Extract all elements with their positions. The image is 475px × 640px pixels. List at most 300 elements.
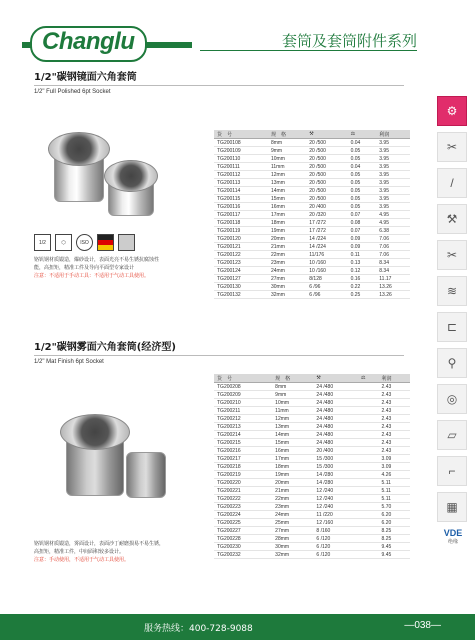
wrench-icon: ⚲ xyxy=(447,356,457,370)
table-row xyxy=(214,211,410,219)
table-cell: 20 /500 xyxy=(306,171,347,179)
table-cell: 24 /480 xyxy=(313,407,358,415)
table-cell: 24 /480 xyxy=(313,431,358,439)
table-cell: 24 /480 xyxy=(313,391,358,399)
table-cell xyxy=(358,399,379,407)
table-cell: 15mm xyxy=(268,195,306,203)
table-cell: TG200209 xyxy=(214,391,272,399)
table-cell: 0.04 xyxy=(348,163,377,171)
table-cell: 8mm xyxy=(272,383,313,391)
tab-saws[interactable] xyxy=(437,276,467,306)
table-row xyxy=(214,147,410,155)
table-cell: TG200220 xyxy=(214,479,272,487)
table-cell xyxy=(358,431,379,439)
table-cell: 15 /300 xyxy=(313,455,358,463)
table-cell: 13mm xyxy=(268,179,306,187)
section-title: 1/2"碳钢镜面六角套筒 xyxy=(34,72,137,83)
table-cell: 2.43 xyxy=(379,383,410,391)
table-cell: TG200118 xyxy=(214,219,268,227)
wrench-icon: ⚒ xyxy=(313,374,358,383)
table-row xyxy=(214,227,410,235)
table-cell: 6.20 xyxy=(379,519,410,527)
table-cell: TG200227 xyxy=(214,527,272,535)
table-cell: 10mm xyxy=(272,399,313,407)
table-cell: 20 /320 xyxy=(306,211,347,219)
table-cell: 14mm xyxy=(272,431,313,439)
brand-pill xyxy=(30,26,147,62)
table-cell: 14 /280 xyxy=(313,471,358,479)
socket-image-1b-top xyxy=(104,160,158,192)
table-cell: 20 /500 xyxy=(306,179,347,187)
table-cell: 25mm xyxy=(272,519,313,527)
table-cell: TG200225 xyxy=(214,519,272,527)
table-cell: 0.25 xyxy=(348,291,377,299)
table-cell: 3.95 xyxy=(376,195,410,203)
desc-text: 铬钒钢材质锻造，爆砂设计，表面光亮不易生锈抗腐蚀性能，高扭矩，精准工件及导向平面型专家设计 xyxy=(34,257,160,271)
table-cell: 3.95 xyxy=(376,155,410,163)
table-cell: 0.22 xyxy=(348,283,377,291)
table-cell: TG200113 xyxy=(214,179,268,187)
table-cell: 10mm xyxy=(268,155,306,163)
tab-kits[interactable] xyxy=(437,492,467,522)
table-cell xyxy=(358,503,379,511)
col-header: 货 号 xyxy=(214,374,272,383)
section1-description xyxy=(34,256,164,280)
table-row xyxy=(214,487,410,495)
table-cell: 0.09 xyxy=(348,235,377,243)
screwdriver-icon: / xyxy=(450,176,454,190)
table-row xyxy=(214,447,410,455)
table-cell: 0.05 xyxy=(348,195,377,203)
table-cell: TG200210 xyxy=(214,399,272,407)
table-row xyxy=(214,407,410,415)
table-cell: 5.70 xyxy=(379,503,410,511)
series-title: 套筒及套筒附件系列 xyxy=(281,32,417,50)
table-cell: 8.34 xyxy=(376,267,410,275)
table-cell: 32mm xyxy=(268,291,306,299)
hexagon-icon: ⬡ xyxy=(55,234,72,251)
table-cell: 30mm xyxy=(268,283,306,291)
table-cell: 0.05 xyxy=(348,187,377,195)
table-cell: 20 /400 xyxy=(306,203,347,211)
table-cell xyxy=(358,455,379,463)
table-cell: TG200120 xyxy=(214,235,268,243)
table-cell: TG200115 xyxy=(214,195,268,203)
table-row xyxy=(214,267,410,275)
table-cell xyxy=(358,479,379,487)
table-cell: 17mm xyxy=(272,455,313,463)
knife-icon: ▱ xyxy=(447,428,457,442)
table-cell xyxy=(358,391,379,399)
table-row xyxy=(214,243,410,251)
section-rule xyxy=(34,355,404,356)
table-cell: 24 /480 xyxy=(313,383,358,391)
table-cell: TG200219 xyxy=(214,471,272,479)
table-row xyxy=(214,291,410,299)
table-cell: 6 /120 xyxy=(313,543,358,551)
table-cell: TG200109 xyxy=(214,147,268,155)
table-cell: 9mm xyxy=(268,147,306,155)
table-cell: 20 /500 xyxy=(306,195,347,203)
table-cell: TG200212 xyxy=(214,415,272,423)
table-cell: 3.95 xyxy=(376,139,410,147)
cutter-icon: ✂ xyxy=(446,248,458,262)
tab-knives[interactable] xyxy=(437,420,467,450)
table-cell: TG200232 xyxy=(214,551,272,559)
table-cell: 24 /480 xyxy=(313,439,358,447)
table-header xyxy=(214,130,410,139)
table-cell: 17 /272 xyxy=(306,219,347,227)
table-cell: 2.43 xyxy=(379,391,410,399)
table-cell xyxy=(358,543,379,551)
table-cell xyxy=(358,511,379,519)
table-row xyxy=(214,195,410,203)
table-cell: 3.95 xyxy=(376,187,410,195)
table-cell: 0.05 xyxy=(348,203,377,211)
table-cell: 8.25 xyxy=(379,527,410,535)
tab-wrenches[interactable] xyxy=(437,348,467,378)
weight-icon: ⚖ xyxy=(358,374,379,383)
table-cell: 20 /500 xyxy=(306,147,347,155)
table-cell: 6 /96 xyxy=(306,291,347,299)
tab-sockets[interactable] xyxy=(437,96,467,126)
table-cell xyxy=(358,447,379,455)
table-cell: 23mm xyxy=(272,503,313,511)
table-cell: TG200121 xyxy=(214,243,268,251)
table-row xyxy=(214,163,410,171)
toolbox-icon: ▦ xyxy=(446,500,458,514)
table-cell: 28mm xyxy=(272,535,313,543)
table-cell: 18mm xyxy=(268,219,306,227)
table-cell: 12 /240 xyxy=(313,487,358,495)
table-cell: 2.43 xyxy=(379,399,410,407)
table-cell: 24 /480 xyxy=(313,399,358,407)
table-cell: 13mm xyxy=(272,423,313,431)
table-cell: 14 /224 xyxy=(306,235,347,243)
table-row xyxy=(214,155,410,163)
table-row xyxy=(214,251,410,259)
table-cell: TG200124 xyxy=(214,267,268,275)
table-row xyxy=(214,535,410,543)
table-cell: 3.09 xyxy=(379,463,410,471)
table-cell: 27mm xyxy=(268,275,306,283)
table-cell: TG200217 xyxy=(214,455,272,463)
table-cell: 13.26 xyxy=(376,283,410,291)
table-cell: TG200132 xyxy=(214,291,268,299)
table-cell: TG200116 xyxy=(214,203,268,211)
table-cell: 5.11 xyxy=(379,487,410,495)
table-cell: 16mm xyxy=(272,447,313,455)
table-cell: 9.45 xyxy=(379,543,410,551)
table-cell: 0.12 xyxy=(348,267,377,275)
table-cell: 20 /500 xyxy=(306,139,347,147)
table-cell: 15 /300 xyxy=(313,463,358,471)
table-cell: 22mm xyxy=(272,495,313,503)
tab-hammers[interactable] xyxy=(437,204,467,234)
table-row xyxy=(214,431,410,439)
flag-icon xyxy=(97,234,114,251)
table-cell xyxy=(358,471,379,479)
table-cell: 30mm xyxy=(272,543,313,551)
socket-icon: ⚙ xyxy=(446,104,458,118)
section-rule xyxy=(34,85,404,86)
table-cell: 3.95 xyxy=(376,171,410,179)
table-cell: 4.95 xyxy=(376,219,410,227)
table-row xyxy=(214,219,410,227)
table-row xyxy=(214,235,410,243)
table-cell: 19mm xyxy=(272,471,313,479)
table-cell xyxy=(358,463,379,471)
table-cell: TG200111 xyxy=(214,163,268,171)
table-cell xyxy=(358,439,379,447)
table-cell: 6 /120 xyxy=(313,551,358,559)
table-cell: 8.34 xyxy=(376,259,410,267)
table-cell: TG200123 xyxy=(214,259,268,267)
table-cell: 16mm xyxy=(268,203,306,211)
table-cell: 11mm xyxy=(272,407,313,415)
table-cell: 11 /220 xyxy=(313,511,358,519)
brand-logo xyxy=(22,22,192,58)
table-cell: 23mm xyxy=(268,259,306,267)
table-cell: TG200222 xyxy=(214,495,272,503)
vde-label: VDE xyxy=(443,528,463,538)
table-cell: 20mm xyxy=(268,235,306,243)
table-cell: 9.45 xyxy=(379,551,410,559)
table-cell: TG200218 xyxy=(214,463,272,471)
table-cell: 14 /280 xyxy=(313,479,358,487)
badge-drive-size: 1/2 xyxy=(34,234,51,251)
table-cell: 4.26 xyxy=(379,471,410,479)
chrome-icon xyxy=(118,234,135,251)
table-cell: 20 /400 xyxy=(313,447,358,455)
table-cell: TG200130 xyxy=(214,283,268,291)
table-cell: 6 /120 xyxy=(313,535,358,543)
table-cell: 0.07 xyxy=(348,227,377,235)
table-cell xyxy=(358,519,379,527)
table-cell: 8/128 xyxy=(306,275,347,283)
table-cell: 3.95 xyxy=(376,179,410,187)
table-row xyxy=(214,423,410,431)
col-header: 利润 xyxy=(376,130,410,139)
table-cell: TG200119 xyxy=(214,227,268,235)
tab-hex-keys[interactable] xyxy=(437,456,467,486)
table-row xyxy=(214,171,410,179)
tab-cutters[interactable] xyxy=(437,240,467,270)
table-row xyxy=(214,179,410,187)
table-row xyxy=(214,551,410,559)
table-cell: 6.20 xyxy=(379,511,410,519)
table-cell: 0.05 xyxy=(348,147,377,155)
table-cell xyxy=(358,535,379,543)
table-cell: 7.06 xyxy=(376,235,410,243)
table-cell: 15mm xyxy=(272,439,313,447)
table-cell: TG200112 xyxy=(214,171,268,179)
table-row xyxy=(214,495,410,503)
table-cell: TG200230 xyxy=(214,543,272,551)
table-row xyxy=(214,383,410,391)
table-cell: TG200215 xyxy=(214,439,272,447)
table-cell: 32mm xyxy=(272,551,313,559)
col-header: 规 格 xyxy=(268,130,306,139)
wrench-icon: ⚒ xyxy=(306,130,347,139)
table-cell xyxy=(358,415,379,423)
table-row xyxy=(214,455,410,463)
col-header: 利润 xyxy=(379,374,410,383)
table-cell: 7.06 xyxy=(376,243,410,251)
section-subtitle: 1/2" Full Polished 6pt Socket xyxy=(34,89,111,95)
table-cell: 12 /160 xyxy=(313,519,358,527)
table-cell xyxy=(358,423,379,431)
socket-image-1a-top xyxy=(48,132,110,166)
table-cell: 6.38 xyxy=(376,227,410,235)
table-cell: 21mm xyxy=(268,243,306,251)
table-cell: 20 /500 xyxy=(306,163,347,171)
tab-tapes[interactable] xyxy=(437,384,467,414)
table-cell: 2.43 xyxy=(379,447,410,455)
desc-text: 铬钒钢材质锻造，雾面设计，表面沙丁耐磨损易不易生锈，高扭矩，精准工件，中间面积较多设计。 xyxy=(34,541,165,555)
tab-screwdrivers[interactable] xyxy=(437,168,467,198)
table-cell: 2.43 xyxy=(379,423,410,431)
table-cell: 5.11 xyxy=(379,495,410,503)
table-cell: 2.43 xyxy=(379,407,410,415)
table-cell: TG200208 xyxy=(214,383,272,391)
table-row xyxy=(214,283,410,291)
table-cell: 3.95 xyxy=(376,203,410,211)
col-header: 规 格 xyxy=(272,374,313,383)
table-cell: TG200117 xyxy=(214,211,268,219)
table-cell: 4.95 xyxy=(376,211,410,219)
table-cell: 24mm xyxy=(272,511,313,519)
desc-note: 注意：不适用于手动工具：不适用于气动工具使用。 xyxy=(34,273,150,279)
table-cell: TG200214 xyxy=(214,431,272,439)
table-cell: 13.26 xyxy=(376,291,410,299)
table-row xyxy=(214,527,410,535)
table-cell: 22mm xyxy=(268,251,306,259)
tab-clamps[interactable] xyxy=(437,312,467,342)
vde-badge[interactable] xyxy=(439,528,467,545)
table-cell: TG200223 xyxy=(214,503,272,511)
table-cell: 9mm xyxy=(272,391,313,399)
saw-icon: ≋ xyxy=(446,284,458,298)
table-row xyxy=(214,503,410,511)
table-cell: 2.43 xyxy=(379,439,410,447)
table-cell: TG200114 xyxy=(214,187,268,195)
socket-image-2a-top xyxy=(60,414,130,450)
table-cell: 24 /480 xyxy=(313,415,358,423)
table-row xyxy=(214,275,410,283)
table-cell: 14 /224 xyxy=(306,243,347,251)
table-cell: 0.07 xyxy=(348,211,377,219)
table-cell: 12 /240 xyxy=(313,503,358,511)
table-header xyxy=(214,374,410,383)
table-row xyxy=(214,463,410,471)
col-header: 货 号 xyxy=(214,130,268,139)
table-cell: 3.95 xyxy=(376,163,410,171)
table-row xyxy=(214,187,410,195)
table-cell: 20mm xyxy=(272,479,313,487)
table-cell: 0.05 xyxy=(348,155,377,163)
table-row xyxy=(214,391,410,399)
table-row xyxy=(214,399,410,407)
table-cell: 11.17 xyxy=(376,275,410,283)
pliers-icon: ✂ xyxy=(446,140,458,154)
table-cell: TG200224 xyxy=(214,511,272,519)
table-cell: 3.09 xyxy=(379,455,410,463)
table-cell: TG200221 xyxy=(214,487,272,495)
table-cell xyxy=(358,495,379,503)
table-row xyxy=(214,203,410,211)
table-cell: 6 /96 xyxy=(306,283,347,291)
tab-pliers[interactable] xyxy=(437,132,467,162)
table-cell: 12mm xyxy=(268,171,306,179)
table-cell: TG200213 xyxy=(214,423,272,431)
tape-icon: ◎ xyxy=(446,392,458,406)
desc-note: 注意：手动使用，不适用于气动工具使用。 xyxy=(34,557,130,563)
table-cell: TG200127 xyxy=(214,275,268,283)
table-cell xyxy=(358,407,379,415)
section2-description xyxy=(34,540,164,564)
table-cell xyxy=(358,383,379,391)
table-cell: 0.09 xyxy=(348,243,377,251)
table-row xyxy=(214,519,410,527)
table-cell: 14mm xyxy=(268,187,306,195)
table-cell: TG200122 xyxy=(214,251,268,259)
table-cell: TG200108 xyxy=(214,139,268,147)
table-row xyxy=(214,543,410,551)
table-row xyxy=(214,139,410,147)
badge-iso: ISO xyxy=(76,234,93,251)
table-row xyxy=(214,511,410,519)
table-cell: 0.04 xyxy=(348,139,377,147)
table-cell: 10 /160 xyxy=(306,267,347,275)
badges-row xyxy=(34,234,135,251)
section-title: 1/2"碳钢雾面六角套筒(经济型) xyxy=(34,342,176,353)
table-cell: 2.43 xyxy=(379,415,410,423)
table-row xyxy=(214,471,410,479)
table-cell: 27mm xyxy=(272,527,313,535)
table-row xyxy=(214,439,410,447)
table-cell: 17mm xyxy=(268,211,306,219)
hammer-icon: ⚒ xyxy=(446,212,458,226)
table-cell: 8.25 xyxy=(379,535,410,543)
table-cell: 11/176 xyxy=(306,251,347,259)
table-row xyxy=(214,259,410,267)
table-cell: 5.11 xyxy=(379,479,410,487)
table-cell: TG200216 xyxy=(214,447,272,455)
table-cell: TG200211 xyxy=(214,407,272,415)
table-cell: 10 /160 xyxy=(306,259,347,267)
vde-sublabel: 绝缘 xyxy=(447,539,458,545)
table-row xyxy=(214,415,410,423)
brand-name: Changlu xyxy=(42,28,135,55)
table-cell: 24mm xyxy=(268,267,306,275)
section-mat-socket xyxy=(34,338,404,365)
table-cell: 12 /240 xyxy=(313,495,358,503)
table-cell: 11mm xyxy=(268,163,306,171)
table-cell: 3.95 xyxy=(376,147,410,155)
clamp-icon: ⊏ xyxy=(446,320,458,334)
table-cell: 20 /500 xyxy=(306,155,347,163)
table-cell: 8mm xyxy=(268,139,306,147)
section-polished-socket xyxy=(34,68,404,95)
table-cell: 12mm xyxy=(272,415,313,423)
spec-table-2 xyxy=(214,374,410,559)
section-subtitle: 1/2" Mat Finish 6pt Socket xyxy=(34,359,104,365)
page-number: —038— xyxy=(404,620,441,631)
spec-table-1 xyxy=(214,130,410,299)
table-cell: 19mm xyxy=(268,227,306,235)
hex-key-icon: ⌐ xyxy=(448,464,456,478)
